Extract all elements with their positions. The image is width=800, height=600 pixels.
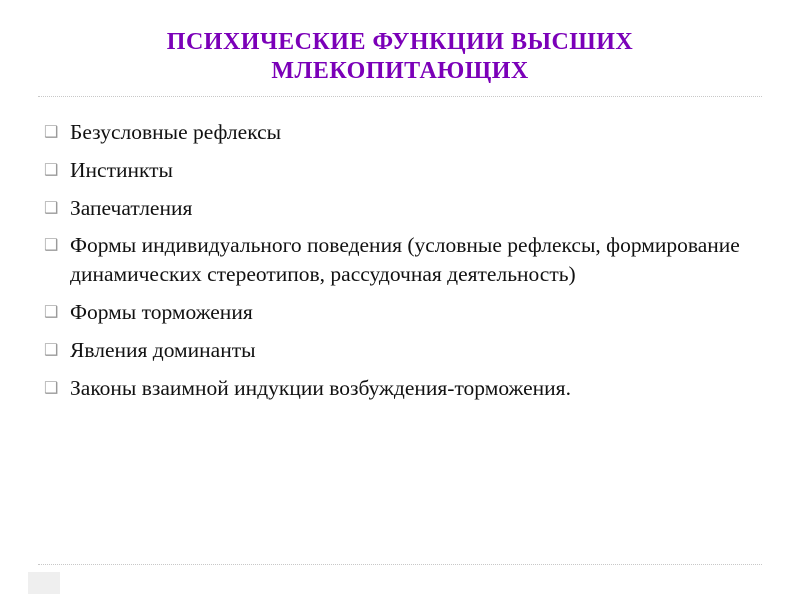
bullet-square-icon: ❑: [44, 301, 59, 321]
list-item-label: Инстинкты: [70, 157, 173, 182]
page-title: ПСИХИЧЕСКИЕ ФУНКЦИИ ВЫСШИХ МЛЕКОПИТАЮЩИХ: [166, 29, 634, 85]
footer-divider: [38, 564, 762, 565]
list-item-label: Запечатления: [70, 195, 193, 220]
bullet-list: [40, 118, 758, 411]
bullet-square-icon: ❑: [44, 339, 59, 359]
bullet-square-icon: ❑: [44, 159, 59, 179]
bullet-square-icon: ❑: [44, 235, 59, 255]
list-item: [40, 298, 758, 327]
list-item: [40, 336, 758, 365]
list-item: [40, 156, 758, 185]
bullet-square-icon: ❑: [44, 377, 59, 397]
bullet-square-icon: ❑: [44, 197, 59, 217]
list-item: [40, 118, 758, 147]
title-divider: [38, 96, 762, 97]
footer-placeholder: [28, 572, 60, 594]
list-item: [40, 194, 758, 223]
list-item: [40, 231, 758, 289]
list-item-label: Безусловные рефлексы: [70, 120, 282, 144]
list-item: [40, 374, 758, 403]
list-item-label: Явления доминанты: [70, 337, 256, 362]
list-item-label: Формы индивидуального поведения (условные рефлексы, формирование динамических стереотипов, рассудочная деятельность): [70, 233, 740, 287]
list-item-label: Законы взаимной индукции возбуждения-торможения.: [70, 375, 571, 400]
list-item-label: Формы торможения: [70, 299, 253, 324]
bullet-square-icon: ❑: [44, 122, 59, 141]
